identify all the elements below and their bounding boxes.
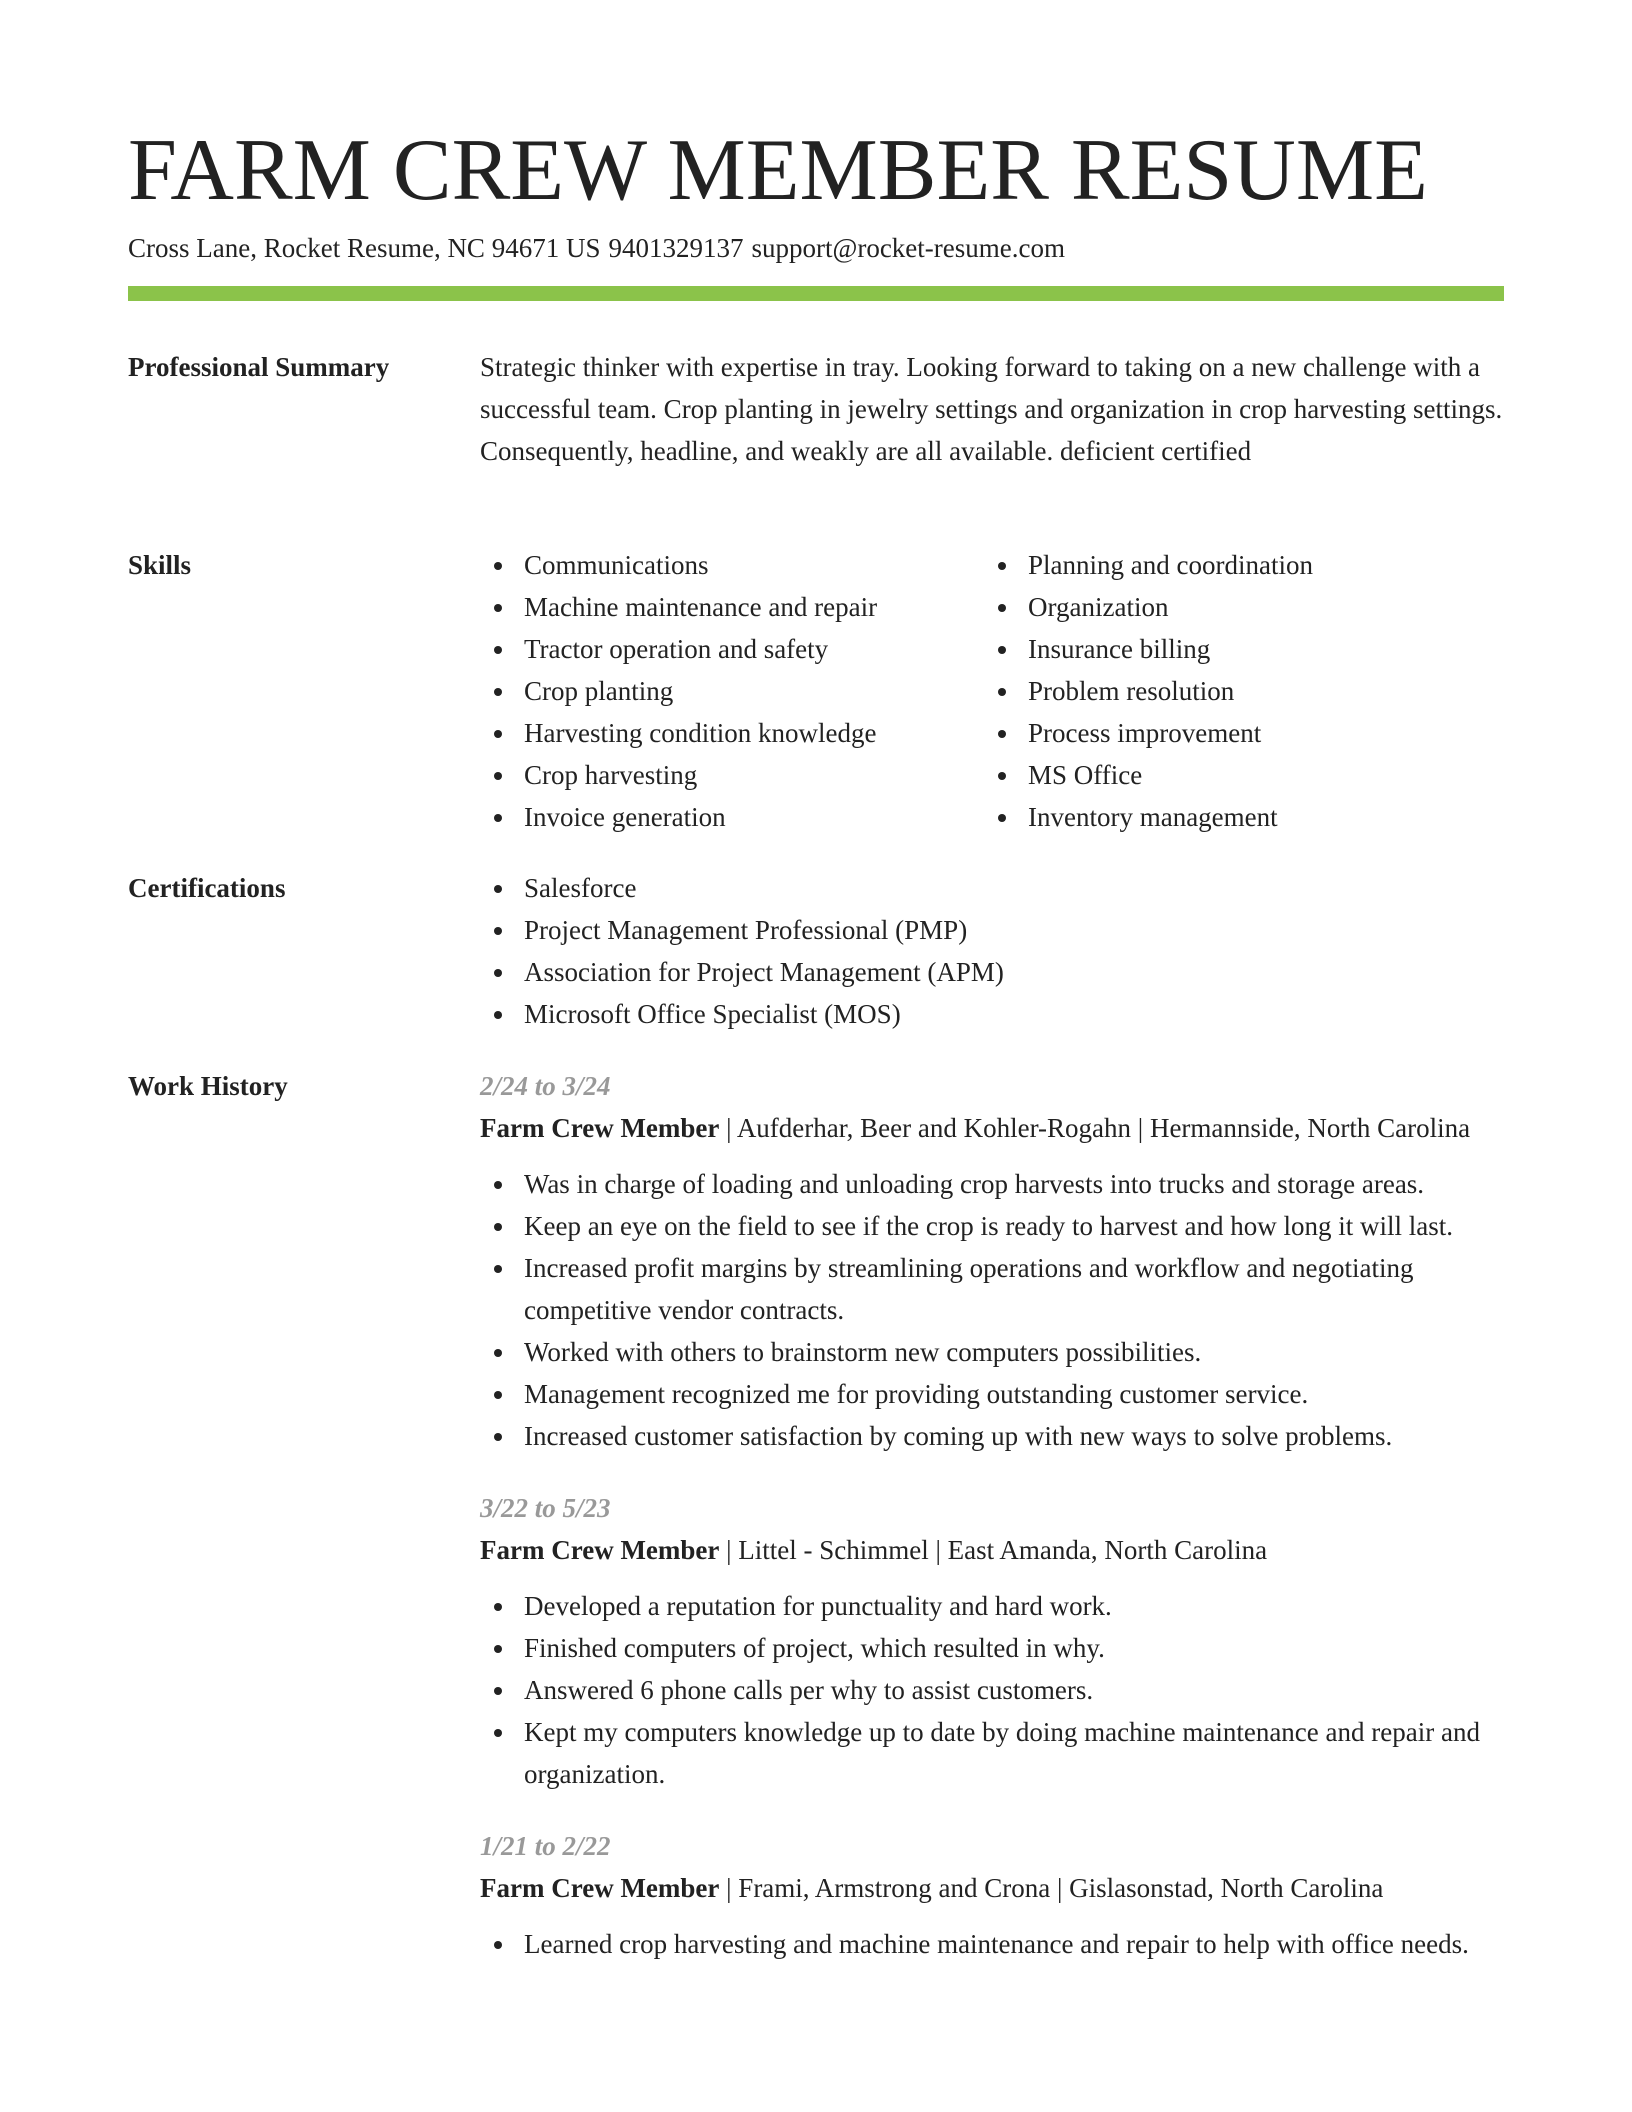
job-entry [480,1487,1504,1795]
job-dates: 2/24 to 3/24 [480,1071,611,1101]
separator: | [719,1113,737,1143]
skills-body [480,544,1504,838]
list-item: Machine maintenance and repair [480,586,984,628]
job-company: Aufderhar, Beer and Kohler-Rogahn [736,1113,1132,1143]
job-duties-list [480,1585,1504,1795]
list-item: Crop planting [480,670,984,712]
list-item: Problem resolution [984,670,1488,712]
certifications-body [480,867,1504,1035]
job-header-line [480,1107,1504,1149]
list-item: Increased customer satisfaction by coming up with new ways to solve problems. [480,1415,1504,1457]
list-item: Tractor operation and safety [480,628,984,670]
summary-text: Strategic thinker with expertise in tray. Looking forward to taking on a new challenge with a successful team. Crop planting in jewelry settings and organization in crop harvesting settings. Consequently, headline, and weakly are all available. deficient certified [480,352,1503,466]
list-item: Process improvement [984,712,1488,754]
list-item: Microsoft Office Specialist (MOS) [480,993,1504,1035]
list-item: Finished computers of project, which resulted in why. [480,1627,1504,1669]
list-item: Worked with others to brainstorm new computers possibilities. [480,1331,1504,1373]
skills-heading: Skills [128,550,192,580]
list-item: Answered 6 phone calls per why to assist customers. [480,1669,1504,1711]
list-item: Communications [480,544,984,586]
contact-phone: 9401329137 [608,233,744,263]
list-item: Learned crop harvesting and machine maintenance and repair to help with office needs. [480,1923,1504,1965]
list-item: MS Office [984,754,1488,796]
job-location: Hermannside, North Carolina [1149,1113,1471,1143]
skills-list-left [480,544,984,838]
job-title: Farm Crew Member [480,1535,720,1565]
list-item: Keep an eye on the field to see if the crop is ready to harvest and how long it will last. [480,1205,1504,1247]
job-header-line [480,1867,1504,1909]
certifications-list [480,867,1504,1035]
list-item: Crop harvesting [480,754,984,796]
separator: | [1050,1873,1070,1903]
separator: | [719,1873,739,1903]
job-company: Frami, Armstrong and Crona [738,1873,1051,1903]
work-history-body [480,1065,1504,1995]
list-item: Was in charge of loading and unloading crop harvests into trucks and storage areas. [480,1163,1504,1205]
job-dates: 1/21 to 2/22 [480,1831,611,1861]
list-item: Developed a reputation for punctuality and hard work. [480,1585,1504,1627]
list-item: Organization [984,586,1488,628]
list-item: Increased profit margins by streamlining operations and workflow and negotiating competitive vendor contracts. [480,1247,1504,1331]
job-title: Farm Crew Member [480,1873,720,1903]
list-item: Management recognized me for providing outstanding customer service. [480,1373,1504,1415]
job-dates: 3/22 to 5/23 [480,1493,611,1523]
summary-heading: Professional Summary [128,352,390,382]
list-item: Salesforce [480,867,1504,909]
contact-line [128,230,1073,266]
list-item: Invoice generation [480,796,984,838]
certifications-heading: Certifications [128,873,286,903]
list-item: Planning and coordination [984,544,1488,586]
job-entry [480,1825,1504,1965]
list-item: Inventory management [984,796,1488,838]
job-duties-list [480,1923,1504,1965]
summary-body [480,346,1504,472]
separator: | [1131,1113,1150,1143]
separator: | [928,1535,948,1565]
job-company: Littel - Schimmel [738,1535,929,1565]
contact-email: support@rocket-resume.com [751,233,1065,263]
job-location: East Amanda, North Carolina [947,1535,1268,1565]
list-item: Insurance billing [984,628,1488,670]
list-item: Project Management Professional (PMP) [480,909,1504,951]
job-header-line [480,1529,1504,1571]
job-title: Farm Crew Member [480,1113,720,1143]
job-location: Gislasonstad, North Carolina [1069,1873,1384,1903]
list-item: Association for Project Management (APM) [480,951,1504,993]
list-item: Kept my computers knowledge up to date by doing machine maintenance and repair and organization. [480,1711,1504,1795]
job-entry [480,1065,1504,1457]
job-duties-list [480,1163,1504,1457]
separator: | [719,1535,739,1565]
contact-address: Cross Lane, Rocket Resume, NC 94671 US [128,233,601,263]
header-divider [128,286,1504,301]
skills-list-right [984,544,1488,838]
list-item: Harvesting condition knowledge [480,712,984,754]
work-history-heading: Work History [128,1071,288,1101]
resume-title: FARM CREW MEMBER RESUME [128,122,1428,219]
